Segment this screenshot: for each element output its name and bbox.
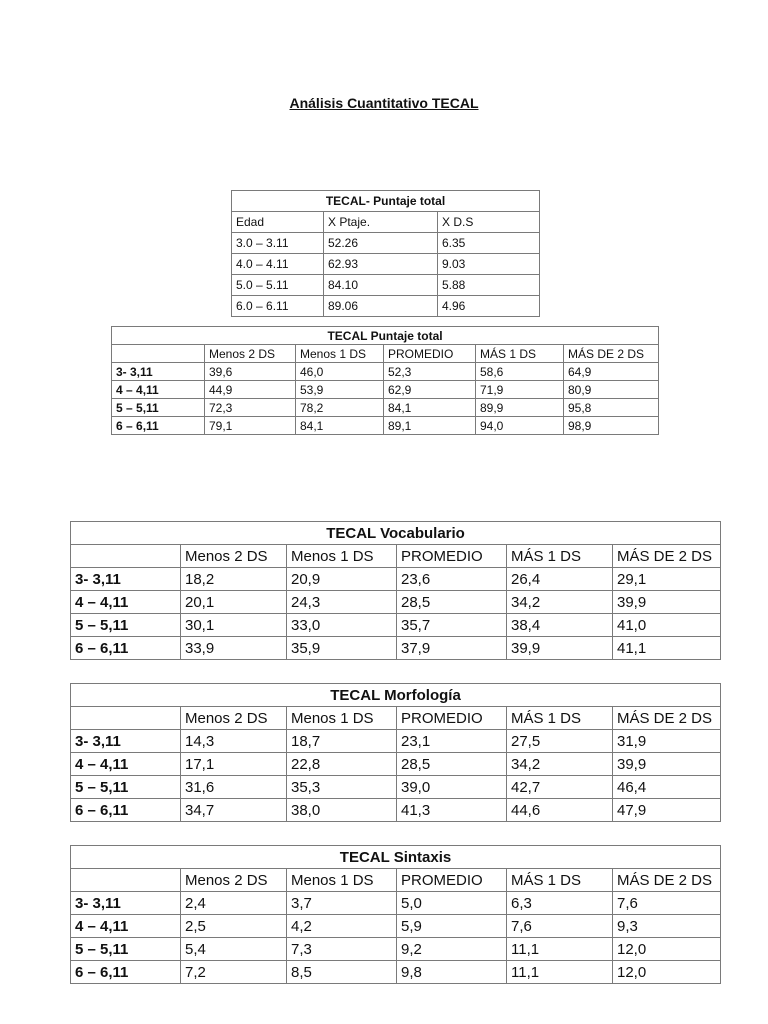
table-row	[71, 776, 721, 799]
column-header: MÁS DE 2 DS	[613, 707, 721, 730]
value-cell: 11,1	[507, 961, 613, 984]
value-cell: 39,0	[397, 776, 507, 799]
column-header: Menos 2 DS	[181, 707, 287, 730]
age-cell: 6 – 6,11	[71, 799, 181, 822]
value-cell: 41,0	[613, 614, 721, 637]
age-cell: 3- 3,11	[71, 730, 181, 753]
column-header: Menos 2 DS	[205, 345, 296, 363]
value-cell: 9,3	[613, 915, 721, 938]
value-cell: 18,2	[181, 568, 287, 591]
table-row	[232, 254, 540, 275]
value-cell: 62,9	[384, 381, 476, 399]
table-row	[71, 938, 721, 961]
column-header: PROMEDIO	[397, 545, 507, 568]
value-cell: 80,9	[564, 381, 659, 399]
age-cell: 3- 3,11	[71, 892, 181, 915]
table-caption: TECAL Vocabulario	[71, 522, 721, 545]
column-header: X D.S	[438, 212, 540, 233]
value-cell: 44,6	[507, 799, 613, 822]
table-header-row	[71, 707, 721, 730]
value-cell: 79,1	[205, 417, 296, 435]
value-cell: 2,5	[181, 915, 287, 938]
value-cell: 28,5	[397, 753, 507, 776]
table-row	[71, 637, 721, 660]
table-row	[232, 233, 540, 254]
summary-table	[231, 190, 540, 317]
value-cell: 26,4	[507, 568, 613, 591]
value-cell: 24,3	[287, 591, 397, 614]
table-row	[71, 568, 721, 591]
value-cell: 7,2	[181, 961, 287, 984]
column-header	[71, 707, 181, 730]
column-header: MÁS DE 2 DS	[564, 345, 659, 363]
value-cell: 84.10	[324, 275, 438, 296]
value-cell: 23,6	[397, 568, 507, 591]
value-cell: 12,0	[613, 938, 721, 961]
age-cell: 3- 3,11	[71, 568, 181, 591]
value-cell: 39,9	[507, 637, 613, 660]
value-cell: 7,3	[287, 938, 397, 961]
value-cell: 39,6	[205, 363, 296, 381]
value-cell: 38,0	[287, 799, 397, 822]
value-cell: 2,4	[181, 892, 287, 915]
table-row	[71, 961, 721, 984]
column-header: MÁS DE 2 DS	[613, 869, 721, 892]
vocabulario-table	[70, 521, 721, 660]
value-cell: 33,0	[287, 614, 397, 637]
age-cell: 5 – 5,11	[71, 776, 181, 799]
value-cell: 84,1	[296, 417, 384, 435]
age-cell: 6 – 6,11	[71, 637, 181, 660]
value-cell: 27,5	[507, 730, 613, 753]
age-cell: 5 – 5,11	[112, 399, 205, 417]
table-row	[232, 296, 540, 317]
age-cell: 4 – 4,11	[71, 753, 181, 776]
age-cell: 4.0 – 4.11	[232, 254, 324, 275]
table-row	[112, 363, 659, 381]
table-row	[71, 591, 721, 614]
value-cell: 20,1	[181, 591, 287, 614]
value-cell: 5,0	[397, 892, 507, 915]
value-cell: 78,2	[296, 399, 384, 417]
table-header-row	[71, 869, 721, 892]
value-cell: 35,3	[287, 776, 397, 799]
table-row	[71, 730, 721, 753]
age-cell: 4 – 4,11	[71, 591, 181, 614]
value-cell: 5,9	[397, 915, 507, 938]
value-cell: 9.03	[438, 254, 540, 275]
value-cell: 64,9	[564, 363, 659, 381]
value-cell: 5,4	[181, 938, 287, 961]
value-cell: 98,9	[564, 417, 659, 435]
age-cell: 5 – 5,11	[71, 938, 181, 961]
table-header-row	[112, 345, 659, 363]
value-cell: 29,1	[613, 568, 721, 591]
value-cell: 4,2	[287, 915, 397, 938]
value-cell: 62.93	[324, 254, 438, 275]
table-header-row	[71, 545, 721, 568]
value-cell: 41,3	[397, 799, 507, 822]
age-cell: 5.0 – 5.11	[232, 275, 324, 296]
value-cell: 9,2	[397, 938, 507, 961]
column-header: Menos 2 DS	[181, 545, 287, 568]
value-cell: 72,3	[205, 399, 296, 417]
value-cell: 14,3	[181, 730, 287, 753]
age-cell: 6 – 6,11	[71, 961, 181, 984]
table-caption: TECAL Puntaje total	[112, 327, 659, 345]
value-cell: 17,1	[181, 753, 287, 776]
table-caption: TECAL- Puntaje total	[232, 191, 540, 212]
value-cell: 23,1	[397, 730, 507, 753]
value-cell: 31,9	[613, 730, 721, 753]
column-header: Menos 1 DS	[287, 545, 397, 568]
table-row	[112, 417, 659, 435]
value-cell: 4.96	[438, 296, 540, 317]
morfologia-table	[70, 683, 721, 822]
table-row	[71, 614, 721, 637]
value-cell: 42,7	[507, 776, 613, 799]
value-cell: 52.26	[324, 233, 438, 254]
column-header: PROMEDIO	[384, 345, 476, 363]
value-cell: 35,9	[287, 637, 397, 660]
table-row	[71, 892, 721, 915]
value-cell: 7,6	[507, 915, 613, 938]
table-row	[112, 399, 659, 417]
age-cell: 3- 3,11	[112, 363, 205, 381]
value-cell: 33,9	[181, 637, 287, 660]
age-cell: 6 – 6,11	[112, 417, 205, 435]
table-row	[71, 799, 721, 822]
age-cell: 4 – 4,11	[71, 915, 181, 938]
column-header	[112, 345, 205, 363]
value-cell: 6,3	[507, 892, 613, 915]
sintaxis-table	[70, 845, 721, 984]
value-cell: 34,2	[507, 753, 613, 776]
value-cell: 94,0	[476, 417, 564, 435]
column-header: PROMEDIO	[397, 707, 507, 730]
value-cell: 3,7	[287, 892, 397, 915]
value-cell: 31,6	[181, 776, 287, 799]
value-cell: 89,1	[384, 417, 476, 435]
value-cell: 46,0	[296, 363, 384, 381]
column-header: Menos 1 DS	[296, 345, 384, 363]
value-cell: 34,7	[181, 799, 287, 822]
value-cell: 34,2	[507, 591, 613, 614]
column-header: MÁS 1 DS	[476, 345, 564, 363]
puntaje-total-table	[111, 326, 659, 435]
column-header	[71, 869, 181, 892]
table-row	[71, 753, 721, 776]
value-cell: 39,9	[613, 753, 721, 776]
value-cell: 35,7	[397, 614, 507, 637]
age-cell: 6.0 – 6.11	[232, 296, 324, 317]
value-cell: 30,1	[181, 614, 287, 637]
value-cell: 18,7	[287, 730, 397, 753]
table-header-row	[232, 212, 540, 233]
value-cell: 89,9	[476, 399, 564, 417]
value-cell: 38,4	[507, 614, 613, 637]
column-header: Menos 1 DS	[287, 869, 397, 892]
column-header: MÁS 1 DS	[507, 545, 613, 568]
age-cell: 5 – 5,11	[71, 614, 181, 637]
value-cell: 41,1	[613, 637, 721, 660]
column-header: Menos 1 DS	[287, 707, 397, 730]
column-header: X Ptaje.	[324, 212, 438, 233]
column-header: Menos 2 DS	[181, 869, 287, 892]
value-cell: 46,4	[613, 776, 721, 799]
table-row	[71, 915, 721, 938]
value-cell: 9,8	[397, 961, 507, 984]
value-cell: 11,1	[507, 938, 613, 961]
page-title: Análisis Cuantitativo TECAL	[289, 95, 479, 111]
value-cell: 52,3	[384, 363, 476, 381]
value-cell: 6.35	[438, 233, 540, 254]
value-cell: 5.88	[438, 275, 540, 296]
age-cell: 4 – 4,11	[112, 381, 205, 399]
column-header: Edad	[232, 212, 324, 233]
value-cell: 28,5	[397, 591, 507, 614]
value-cell: 44,9	[205, 381, 296, 399]
column-header: MÁS 1 DS	[507, 707, 613, 730]
value-cell: 12,0	[613, 961, 721, 984]
table-caption: TECAL Morfología	[71, 684, 721, 707]
table-caption: TECAL Sintaxis	[71, 846, 721, 869]
value-cell: 22,8	[287, 753, 397, 776]
value-cell: 58,6	[476, 363, 564, 381]
value-cell: 20,9	[287, 568, 397, 591]
column-header	[71, 545, 181, 568]
value-cell: 37,9	[397, 637, 507, 660]
value-cell: 47,9	[613, 799, 721, 822]
table-row	[112, 381, 659, 399]
value-cell: 89.06	[324, 296, 438, 317]
age-cell: 3.0 – 3.11	[232, 233, 324, 254]
column-header: PROMEDIO	[397, 869, 507, 892]
value-cell: 95,8	[564, 399, 659, 417]
value-cell: 53,9	[296, 381, 384, 399]
column-header: MÁS DE 2 DS	[613, 545, 721, 568]
table-row	[232, 275, 540, 296]
value-cell: 84,1	[384, 399, 476, 417]
value-cell: 39,9	[613, 591, 721, 614]
value-cell: 8,5	[287, 961, 397, 984]
value-cell: 7,6	[613, 892, 721, 915]
column-header: MÁS 1 DS	[507, 869, 613, 892]
value-cell: 71,9	[476, 381, 564, 399]
